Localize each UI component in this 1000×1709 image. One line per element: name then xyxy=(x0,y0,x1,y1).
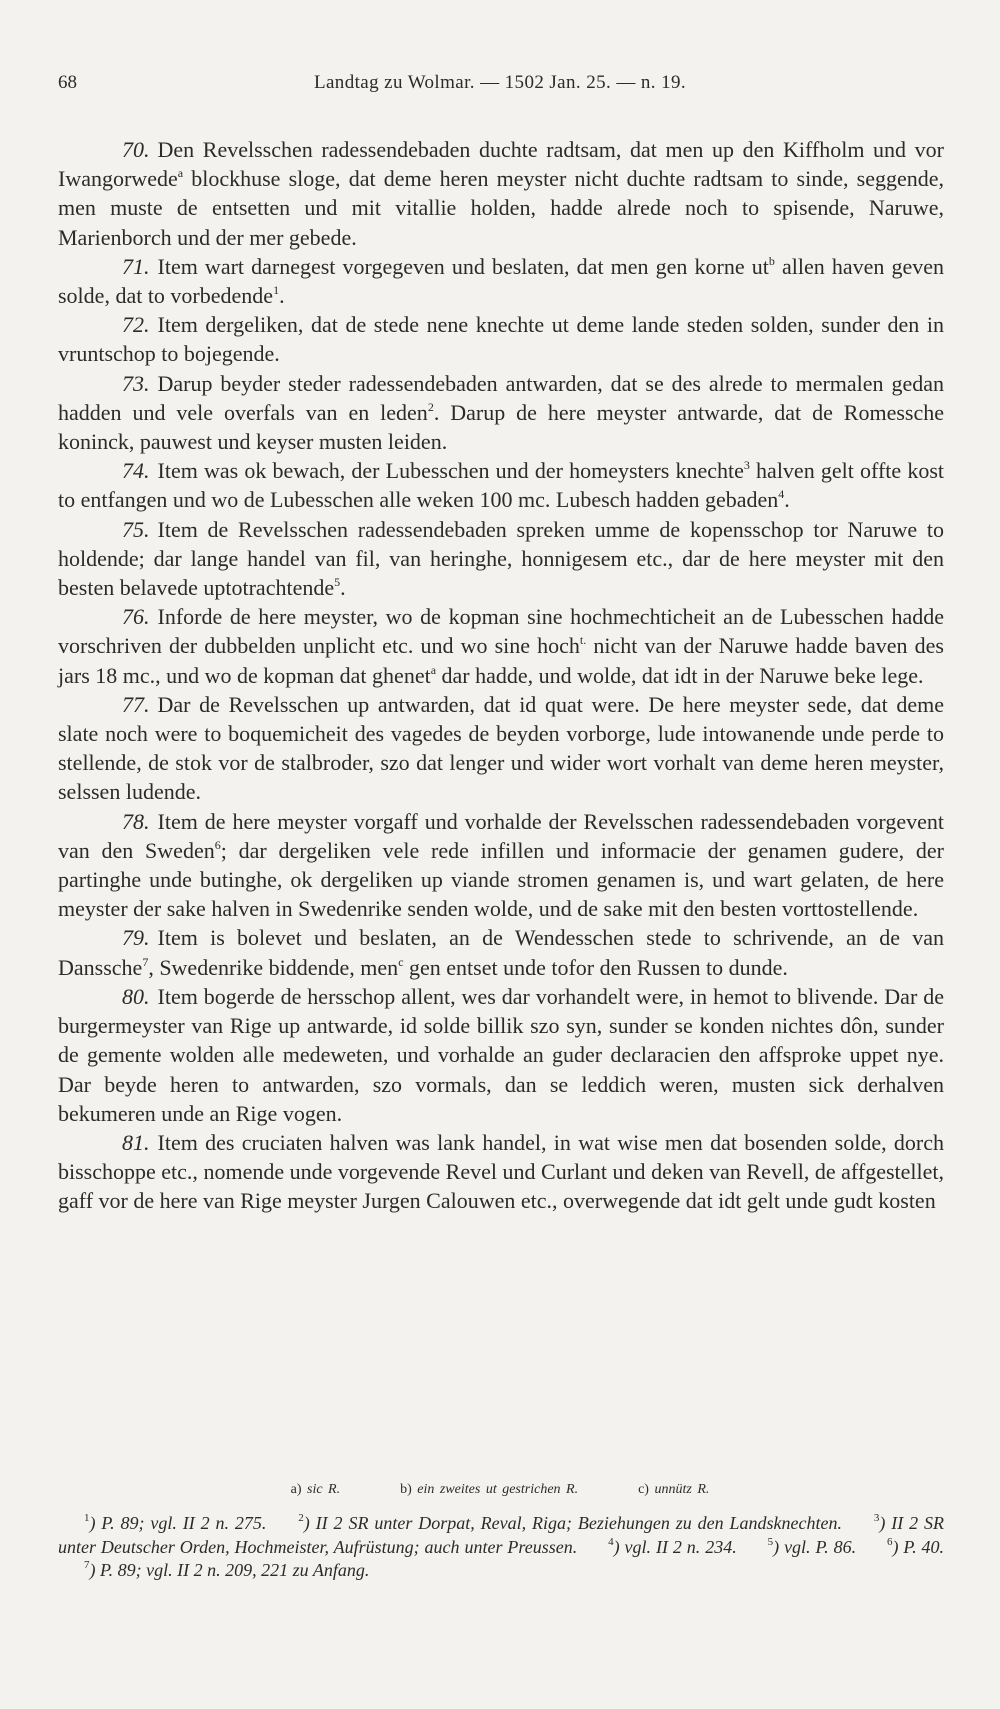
footnote: $^3$) II 2 SR unter Deutscher Orden, Hochmeister, Aufrüstung; auch unter Preussen. xyxy=(58,1512,945,1557)
paragraph-number: 77. xyxy=(122,691,150,717)
paragraph-text: nicht van der Naruwe hadde baven des jars 18 mc., und wo de kopman dat ghenet xyxy=(58,633,944,688)
page-number: 68 xyxy=(58,72,77,93)
footnote-text: II 2 SR unter Dorpat, Reval, Riga; Beziehungen zu den Landsknechten. xyxy=(315,1513,842,1533)
paragraph-text: Item bogerde de hersschop allent, wes dar vorhandelt were, in hemot to blivende. Dar de burgermeyster van Rige up antwarde, id solde billik szo syn, sunder se konden nichtes dôn, sunder de gemente wolden alle medeweten, und vorhalde an guder declaracien den affsproke uppet nye. Dar beyde heren to antwarden, szo vormals, dan se leddich weren, musten sick derhalven bekumeren unde an Rige vogen. xyxy=(58,983,944,1126)
footnote-marker: 3 xyxy=(743,458,750,473)
paragraph-text: allen haven geven solde, dat to vorbedende xyxy=(58,253,944,309)
note-text: unnütz R. xyxy=(654,1482,710,1497)
footnote-text: P. 89; vgl. II 2 n. 275. xyxy=(101,1513,267,1533)
footnote-text: II 2 SR unter Deutscher Orden, Hochmeister, Aufrüstung; auch unter Preussen. xyxy=(58,1513,945,1557)
note-mark: b) xyxy=(400,1482,412,1497)
paragraph-text: Item dergeliken, dat de stede nene knechte ut deme lande steden solden, sunder den in vruntschop to bojegende. xyxy=(58,312,944,367)
paragraph-number: 74. xyxy=(122,458,150,484)
footnote-number: 2 xyxy=(298,1512,304,1524)
paragraph-number: 78. xyxy=(122,808,150,834)
footnotes xyxy=(58,1512,944,1583)
paragraph xyxy=(58,456,944,514)
paragraph-number: 73. xyxy=(122,370,150,396)
paragraph xyxy=(58,690,944,807)
paragraph-number: 76. xyxy=(122,604,150,630)
textual-notes xyxy=(58,1482,942,1498)
footnote-number: 6 xyxy=(887,1535,893,1548)
footnote-marker: 4 xyxy=(778,487,785,502)
footnote-number: 4 xyxy=(608,1535,614,1548)
footnote: $^1$) P. 89; vgl. II 2 n. 275. xyxy=(84,1512,267,1533)
paragraph-text: . xyxy=(784,487,790,513)
note-text: ein zweites ut gestrichen R. xyxy=(417,1482,579,1497)
paragraph-text: blockhuse sloge, dat deme heren meyster nicht duchte radtsam to sinde, seggende, men muste de entsetten und mit vitallie holden, hadde alrede noch to spisende, Naruwe, Marienborch und der mer gebede. xyxy=(58,166,944,250)
page-header xyxy=(58,72,942,98)
footnote: $^6$) P. 40. xyxy=(887,1535,945,1557)
paragraph-text: Inforde de here meyster, wo de kopman sine hochmechticheit an de Lubesschen hadde vorschriven der dubbelden unplicht etc. und wo sine hoch xyxy=(58,604,944,659)
paragraph xyxy=(58,310,944,368)
footnote-number: 1 xyxy=(84,1512,90,1524)
paragraph-text: . xyxy=(340,575,346,601)
paragraph xyxy=(58,923,944,981)
paragraph-text: Item wart darnegest vorgegeven und beslaten, dat men gen korne ut xyxy=(157,253,769,279)
footnote-number: 3 xyxy=(873,1512,880,1524)
paragraph xyxy=(58,515,944,603)
footnote-marker: 6 xyxy=(214,837,221,852)
footnote-text: vgl. P. 86. xyxy=(784,1536,857,1557)
paragraph-text: Item des cruciaten halven was lank handel, in wat wise men dat bosenden solde, dorch bisschoppe etc., nomende unde vorgevende Revel und Curlant und deken van Revell, de affgestellet, gaff vor de here van Rige meyster Jurgen Calouwen etc., overwegende dat idt gelt unde gudt kosten xyxy=(58,1129,944,1214)
paragraph xyxy=(58,1128,944,1216)
paragraph-number: 71. xyxy=(122,253,150,279)
paragraph xyxy=(58,982,944,1128)
paragraph-number: 72. xyxy=(122,312,150,338)
footnote-number: 7 xyxy=(84,1559,90,1571)
footnote-marker: c xyxy=(398,954,404,969)
paragraph-text: Item de Revelsschen radessendebaden spreken umme de kopensschop tor Naruwe to holdende; dar lange handel van fil, van heringhe, honnigesem etc., dar de here meyster mit den besten belavede uptotrachtende xyxy=(58,516,944,601)
note-mark: a) xyxy=(290,1482,302,1497)
paragraph-text: Dar de Revelsschen up antwarden, dat id quat were. De here meyster sede, dat deme slate noch were to boquemicheit des vagedes de beyden vorborge, lude intowanende unde perde to stellende, de stok vor de stalbroder, szo dat lenger und wider wort vorhalt van deme heren meyster, selssen ludende. xyxy=(58,691,944,805)
paragraph-number: 70. xyxy=(122,137,150,162)
paragraph-number: 79. xyxy=(122,925,150,951)
paragraph-text: halven gelt offte kost to entfangen und wo de Lubesschen alle weken 100 mc. Lubesch hadden gebaden xyxy=(58,458,945,513)
footnote-text: vgl. II 2 n. 234. xyxy=(624,1536,737,1557)
footnote-text: P. 89; vgl. II 2 n. 209, 221 zu Anfang. xyxy=(100,1560,370,1580)
footnote: $^4$) vgl. II 2 n. 234. xyxy=(608,1535,737,1557)
paragraph xyxy=(58,602,944,690)
footnote: $^5$) vgl. P. 86. xyxy=(767,1535,857,1557)
paragraph-number: 75. xyxy=(122,516,150,542)
paragraph-text: Den Revelsschen radessendebaden duchte radtsam, dat men up den Kiffholm und vor Iwangorwede xyxy=(58,137,944,192)
paragraph-text: ; dar dergeliken vele rede infillen und informacie der genamen gudere, der partinghe unde butinghe, ok dergeliken up viande stromen genamen is, und wart gelaten, de here meyster der sake halven in Swedenrike senden wolde, und de sake mit den besten vorttostellende. xyxy=(58,837,945,922)
footnote-marker: 2 xyxy=(427,399,434,414)
footnote-text: P. 40. xyxy=(903,1536,945,1557)
footnote-marker: 5 xyxy=(334,575,341,590)
paragraph-text: Item was ok bewach, der Lubesschen und der homeysters knechte xyxy=(157,458,744,484)
footnote-marker: t. xyxy=(579,633,587,648)
footnote: $^2$) II 2 SR unter Dorpat, Reval, Riga; Beziehungen zu den Landsknechten. xyxy=(298,1512,842,1533)
main-text xyxy=(58,135,944,1216)
footnote-marker: a xyxy=(430,662,437,677)
note-mark: c) xyxy=(638,1482,649,1497)
paragraph-number: 81. xyxy=(122,1129,150,1155)
note-text: sic R. xyxy=(307,1482,341,1497)
paragraph-text: , Swedenrike biddende, men xyxy=(148,954,399,980)
paragraph-text: dar hadde, und wolde, dat idt in der Naruwe beke lege. xyxy=(436,662,924,688)
paragraph-text: . Darup de here meyster antwarde, dat de Romessche koninck, pauwest und keyser musten leiden. xyxy=(58,399,944,455)
footnote-marker: b xyxy=(768,253,775,268)
paragraph-text: gen entset unde tofor den Russen to dunde. xyxy=(403,954,788,980)
footnote-marker: 7 xyxy=(142,954,149,969)
paragraph-number: 80. xyxy=(122,983,150,1009)
paragraph xyxy=(58,807,944,924)
footnote-marker: a xyxy=(177,166,184,181)
paragraph-text: Item de here meyster vorgaff und vorhalde der Revelsschen radessendebaden vorgevent van den Sweden xyxy=(58,808,944,863)
running-head: Landtag zu Wolmar. — 1502 Jan. 25. — n. 19. xyxy=(313,72,687,93)
paragraph xyxy=(58,135,944,252)
paragraph-text: . xyxy=(279,283,285,309)
footnote-number: 5 xyxy=(767,1535,774,1548)
paragraph-text: Darup beyder steder radessendebaden antwarden, dat se des alrede to mermalen gedan hadden und vele overfals van en leden xyxy=(58,370,944,425)
footnote-marker: 1 xyxy=(273,283,280,298)
footnote: $^7$) P. 89; vgl. II 2 n. 209, 221 zu Anfang. xyxy=(84,1559,370,1580)
paragraph-text: Item is bolevet und beslaten, an de Wendesschen stede to schrivende, an de van Dansschе xyxy=(58,925,944,980)
paragraph xyxy=(58,252,944,310)
paragraph xyxy=(58,369,944,457)
